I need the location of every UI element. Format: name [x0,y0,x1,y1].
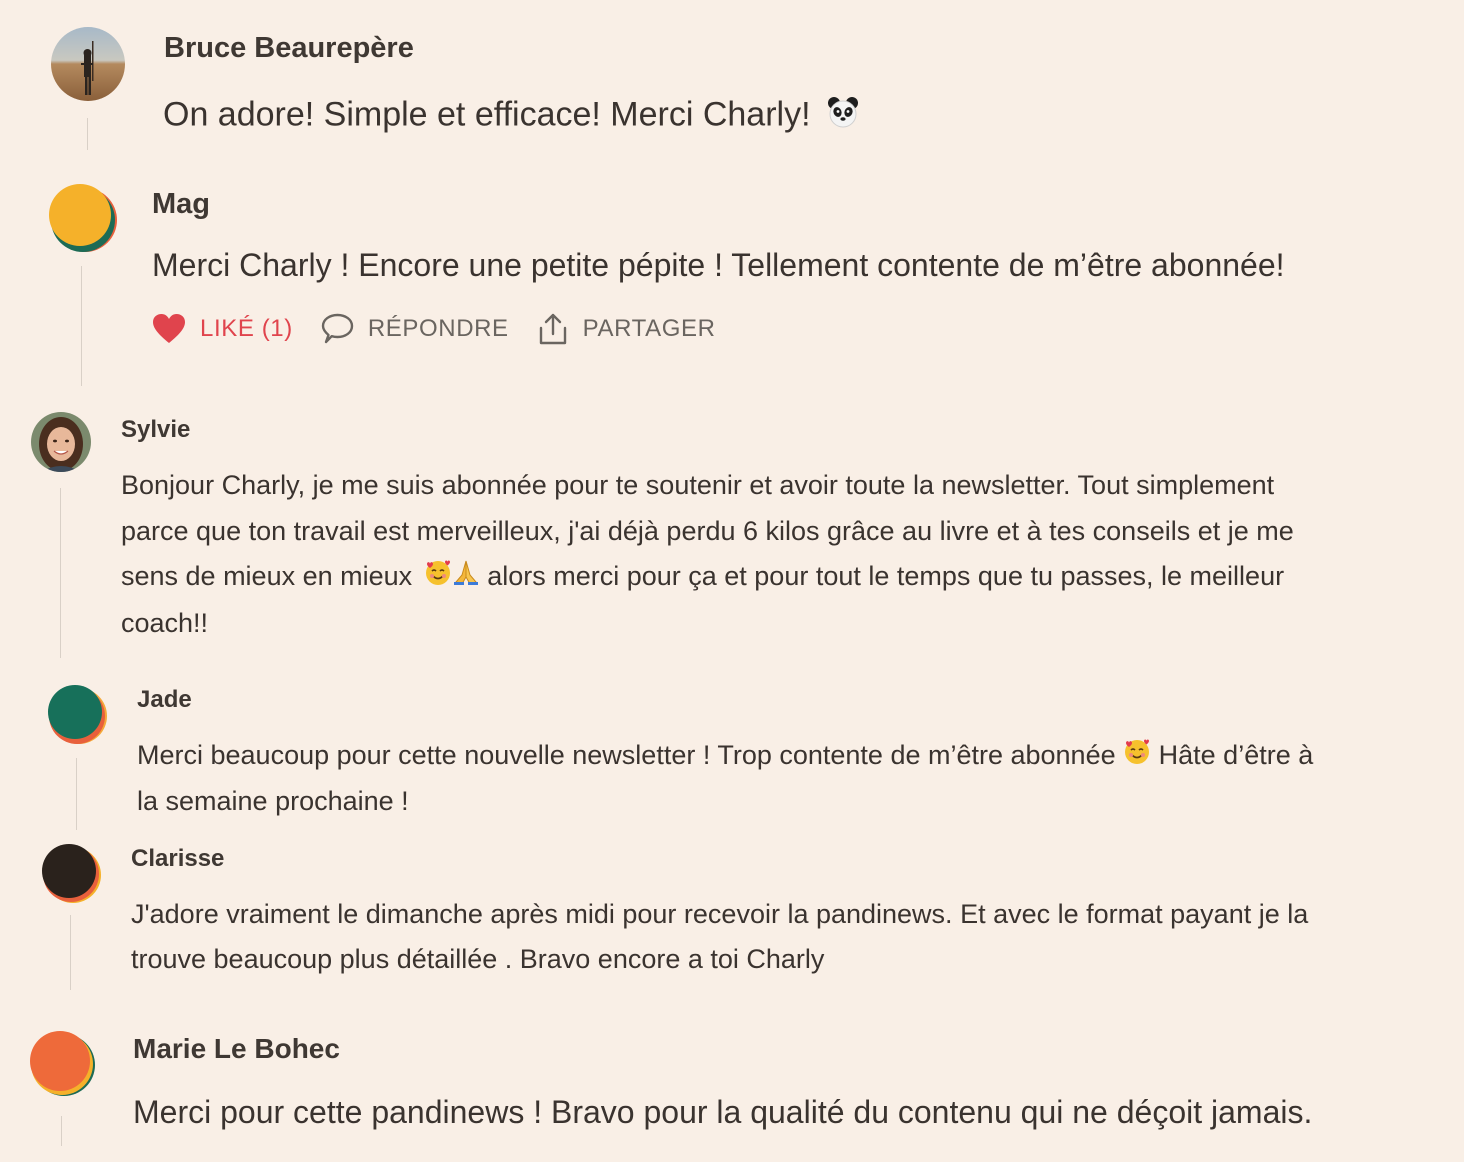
comment-text-line: coach!! [121,607,209,638]
comment-author[interactable]: Jade [137,686,192,713]
avatar[interactable] [51,27,125,101]
panda-face-icon [826,95,860,138]
reply-label: RÉPONDRE [367,315,509,342]
comment-text-content: On adore! Simple et efficace! Merci Charly! [163,95,811,134]
comment-actions [152,312,716,346]
comment-text-line: Bonjour Charly, je me suis abonnée pour te soutenir et avoir toute la newsletter. Tout simplement [121,470,1275,500]
comment-text-line: la semaine prochaine ! [137,786,409,817]
heart-icon [152,313,186,345]
photo-avatar-desert-icon [51,27,125,101]
generated-avatar-green-icon [45,682,109,746]
photo-avatar-woman-icon [31,412,91,472]
comment-text [131,892,1308,982]
comment-author[interactable]: Sylvie [121,416,191,443]
avatar[interactable] [45,682,109,746]
comment-text-line [121,554,1294,601]
like-label: LIKÉ (1) [200,315,293,342]
comment-text [121,463,1294,646]
avatar[interactable] [26,1027,98,1099]
speech-bubble-icon [320,312,354,346]
folded-hands-icon [452,555,480,601]
comment-text-line [137,733,1313,779]
generated-avatar-orange-icon [26,1027,98,1099]
generated-avatar-yellow-icon [47,182,119,254]
comment-text-line: J'adore vraiment le dimanche après midi pour recevoir la pandinews. Et avec le format payant je la [131,899,1309,929]
avatar[interactable] [31,412,91,472]
comment-author[interactable]: Bruce Beaurepère [164,32,414,64]
avatar[interactable] [47,182,119,254]
comment-text [137,733,1313,824]
thread-line [70,915,71,990]
reply-button[interactable] [320,312,509,346]
share-label: PARTAGER [582,315,716,342]
share-button[interactable] [537,312,716,346]
comment-text: Merci Charly ! Encore une petite pépite ! Tellement contente de m’être abonnée! [152,247,1285,283]
comment-text-fragment: Hâte d’être à [1158,740,1314,770]
comment-text-fragment: alors merci pour ça et pour tout le temps que tu passes, le meilleur [487,561,1285,591]
like-button[interactable] [152,313,293,345]
thread-line [61,1116,62,1146]
comment-text: Merci pour cette pandinews ! Bravo pour la qualité du contenu qui ne déçoit jamais. [133,1094,1313,1130]
thread-line [76,758,77,830]
comment-text-fragment: sens de mieux en mieux [121,561,413,591]
comment-text [163,95,860,138]
smiling-face-with-hearts-icon [1123,734,1151,779]
thread-line [60,488,61,658]
comment-text-line: trouve beaucoup plus détaillée . Bravo encore a toi Charly [131,944,825,974]
avatar[interactable] [39,841,103,905]
comment-text-fragment: Merci beaucoup pour cette nouvelle newsletter ! Trop contente de m’être abonnée [137,740,1116,770]
share-icon [537,312,569,346]
comment-author[interactable]: Mag [152,188,210,220]
smiling-face-with-hearts-icon [424,555,452,601]
generated-avatar-dark-icon [39,841,103,905]
comment-author[interactable]: Clarisse [131,845,225,872]
comment-author[interactable]: Marie Le Bohec [133,1033,340,1064]
comment-text-line: parce que ton travail est merveilleux, j'ai déjà perdu 6 kilos grâce au livre et à tes conseils et je me [121,515,1294,546]
thread-line [87,118,88,150]
thread-line [81,266,82,386]
